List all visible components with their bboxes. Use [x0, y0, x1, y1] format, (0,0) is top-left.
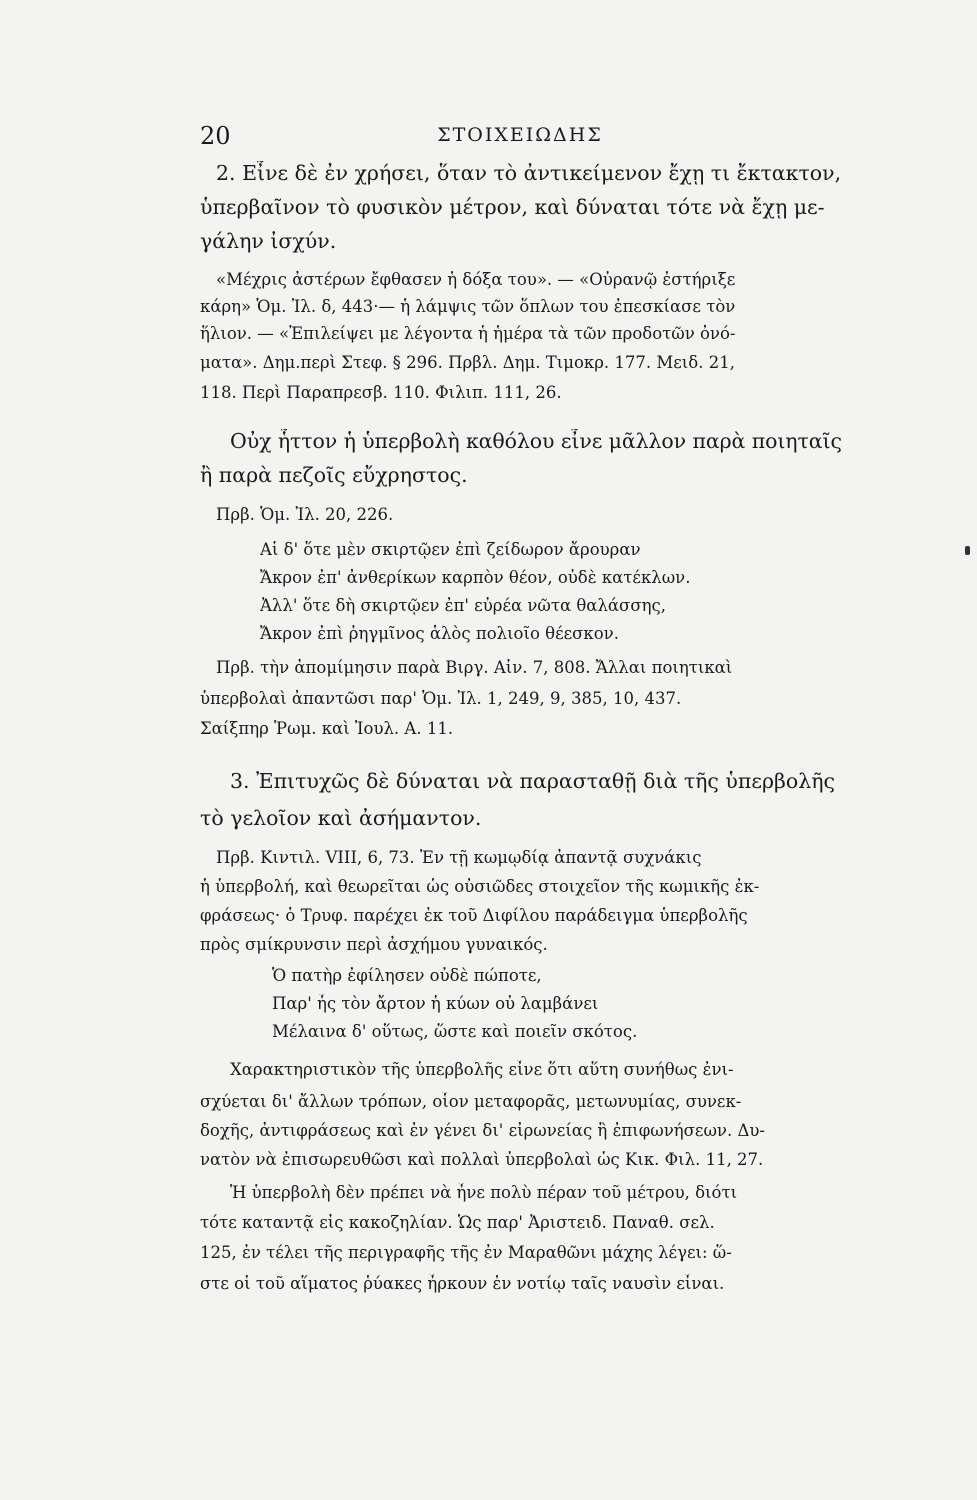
- text-line: Ἡ ὑπερβολὴ δὲν πρέπει νὰ ἦνε πολὺ πέραν τοῦ μέτρου, διότι: [230, 1183, 738, 1202]
- text-line: τὸ γελοῖον καὶ ἀσήμαντον.: [200, 806, 482, 830]
- page-header: [200, 122, 840, 156]
- verse-line: Αἱ δ' ὅτε μὲν σκιρτῷεν ἐπὶ ζείδωρον ἄρουραν: [260, 540, 641, 559]
- text-line: πρὸς σμίκρυνσιν περὶ ἀσχήμου γυναικός.: [200, 935, 548, 954]
- text-line: δοχῆς, ἀντιφράσεως καὶ ἐν γένει δι' εἰρωνείας ἢ ἐπιφωνήσεων. Δυ-: [200, 1121, 765, 1140]
- text-line: τότε καταντᾷ εἰς κακοζηλίαν. Ὡς παρ' Ἀριστειδ. Παναθ. σελ.: [200, 1213, 715, 1232]
- text-line: Πρβ. Κιντιλ. VIII, 6, 73. Ἐν τῇ κωμῳδίᾳ ἀπαντᾷ συχνάκις: [216, 848, 702, 867]
- text-line: σχύεται δι' ἄλλων τρόπων, οἷον μεταφορᾶς, μετωνυμίας, συνεκ-: [200, 1092, 742, 1111]
- verse-line: Ἄκρον ἐπὶ ῥηγμῖνος ἁλὸς πολιοῖο θέεσκον.: [260, 624, 619, 643]
- text-line: στε οἱ τοῦ αἵματος ῥύακες ἦρκουν ἐν νοτίῳ ταῖς ναυσὶν εἶναι.: [200, 1274, 725, 1293]
- verse-line: Μέλαινα δ' οὕτως, ὥστε καὶ ποιεῖν σκότος.: [272, 1022, 638, 1041]
- verse-line: Παρ' ἧς τὸν ἄρτον ἡ κύων οὐ λαμβάνει: [272, 994, 599, 1013]
- text-line: Πρβ. Ὁμ. Ἰλ. 20, 226.: [216, 505, 394, 524]
- text-line: Χαρακτηριστικὸν τῆς ὑπερβολῆς εἶνε ὅτι αὕτη συνήθως ἐνι-: [230, 1060, 734, 1079]
- text-line: ὑπερβολαὶ ἀπαντῶσι παρ' Ὁμ. Ἰλ. 1, 249, 9, 385, 10, 437.: [200, 689, 682, 708]
- text-line: κάρη» Ὁμ. Ἰλ. δ, 443·— ἡ λάμψις τῶν ὅπλων του ἐπεσκίασε τὸν: [200, 297, 736, 316]
- text-line: νατὸν νὰ ἐπισωρευθῶσι καὶ πολλαὶ ὑπερβολαὶ ὡς Κικ. Φιλ. 11, 27.: [200, 1150, 764, 1169]
- page-number: 20: [200, 122, 231, 150]
- text-line: ὑπερβαῖνον τὸ φυσικὸν μέτρον, καὶ δύναται τότε νὰ ἔχῃ με-: [200, 195, 825, 219]
- text-line: Πρβ. τὴν ἀπομίμησιν παρὰ Βιργ. Αἰν. 7, 808. Ἄλλαι ποιητικαὶ: [216, 658, 733, 677]
- verse-line: Ἀλλ' ὅτε δὴ σκιρτῷεν ἐπ' εὐρέα νῶτα θαλάσσης,: [260, 596, 666, 615]
- text-line: ἡ ὑπερβολή, καὶ θεωρεῖται ὡς οὐσιῶδες στοιχεῖον τῆς κωμικῆς ἐκ-: [200, 877, 760, 896]
- text-line: 118. Περὶ Παραπρεσβ. 110. Φιλιπ. 111, 26.: [200, 383, 562, 402]
- verse-line: Ὁ πατὴρ ἐφίλησεν οὐδὲ πώποτε,: [272, 966, 542, 985]
- text-line: 3. Ἐπιτυχῶς δὲ δύναται νὰ παρασταθῇ διὰ τῆς ὑπερβολῆς: [230, 769, 835, 793]
- text-line: φράσεως· ὁ Τρυφ. παρέχει ἐκ τοῦ Διφίλου παράδειγμα ὑπερβολῆς: [200, 906, 748, 925]
- text-line: γάλην ἰσχύν.: [200, 229, 337, 253]
- text-line: ἥλιον. — «Ἐπιλείψει με λέγοντα ἡ ἡμέρα τὰ τῶν προδοτῶν ὀνό-: [200, 324, 736, 343]
- text-line: Οὐχ ἧττον ἡ ὑπερβολὴ καθόλου εἶνε μᾶλλον παρὰ ποιηταῖς: [230, 429, 842, 453]
- text-line: Σαίξπηρ Ῥωμ. καὶ Ἰουλ. Α. 11.: [200, 719, 454, 738]
- text-line: 125, ἐν τέλει τῆς περιγραφῆς τῆς ἐν Μαραθῶνι μάχης λέγει: ὥ-: [200, 1243, 732, 1262]
- text-line: «Μέχρις ἀστέρων ἔφθασεν ἡ δόξα του». — «Οὐρανῷ ἐστήριξε: [216, 270, 736, 289]
- margin-mark: [965, 546, 970, 555]
- text-line: ἢ παρὰ πεζοῖς εὔχρηστος.: [200, 463, 468, 487]
- text-line: 2. Εἶνε δὲ ἐν χρήσει, ὅταν τὸ ἀντικείμενον ἔχῃ τι ἔκτακτον,: [216, 161, 842, 185]
- text-line: ματα». Δημ.περὶ Στεφ. § 296. Πρβλ. Δημ. Τιμοκρ. 177. Μειδ. 21,: [200, 353, 735, 372]
- running-title: ΣΤΟΙΧΕΙΩΔΗΣ: [437, 124, 603, 146]
- verse-line: Ἄκρον ἐπ' ἀνθερίκων καρπὸν θέον, οὐδὲ κατέκλων.: [260, 568, 691, 587]
